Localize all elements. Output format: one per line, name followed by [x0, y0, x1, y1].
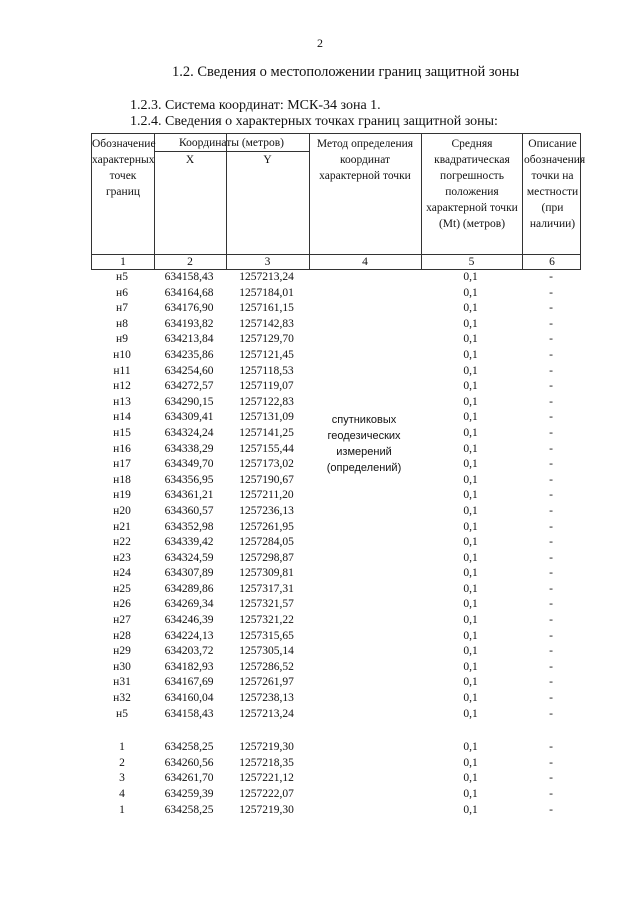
cell-description: -: [549, 504, 553, 517]
table-row: [91, 504, 581, 520]
cell-description: -: [549, 660, 553, 673]
table-header: [91, 133, 586, 254]
cell-accuracy: 0,1: [463, 788, 478, 800]
cell-coord-x: 634338,29: [164, 442, 214, 455]
cell-description: -: [549, 458, 553, 471]
table-row: [91, 740, 581, 756]
cell-coord-x: 634258,25: [164, 741, 214, 754]
cell-coord-x: 634158,43: [164, 271, 214, 283]
cell-coord-y: 1257261,97: [239, 676, 294, 689]
cell-coord-y: 1257131,09: [239, 411, 294, 424]
col-number-3: 3: [264, 256, 271, 268]
cell-accuracy: 0,1: [463, 629, 478, 642]
cell-point-id: н5: [116, 271, 128, 283]
coordinate-system-line: 1.2.3. Система координат: МСК-34 зона 1.: [130, 98, 381, 113]
cell-description: -: [549, 380, 553, 393]
cell-coord-y: 1257238,13: [239, 692, 294, 705]
cell-point-id: н25: [113, 582, 131, 595]
cell-description: -: [549, 489, 553, 502]
cell-description: -: [549, 426, 553, 439]
cell-point-id: н6: [116, 286, 128, 299]
cell-accuracy: 0,1: [463, 645, 478, 658]
cell-description: -: [549, 692, 553, 705]
cell-point-id: н13: [113, 395, 131, 408]
cell-coord-y: 1257236,13: [239, 504, 294, 517]
cell-accuracy: 0,1: [463, 676, 478, 689]
cell-description: -: [549, 756, 553, 769]
col-number-2: 2: [187, 256, 193, 268]
cell-description: -: [549, 395, 553, 408]
cell-coord-y: 1257321,57: [239, 598, 294, 611]
table-row: [91, 644, 581, 660]
header-y: Y: [263, 154, 272, 166]
cell-description: -: [549, 614, 553, 627]
points-info-line: 1.2.4. Сведения о характерных точках границ защитной зоны:: [130, 114, 498, 129]
cell-coord-x: 634164,68: [164, 286, 214, 299]
cell-coord-y: 1257213,24: [239, 707, 294, 720]
cell-point-id: н10: [113, 348, 131, 361]
cell-coord-y: 1257315,65: [239, 629, 294, 642]
cell-coord-y: 1257213,24: [239, 271, 294, 283]
cell-coord-x: 634259,39: [164, 788, 214, 800]
cell-description: -: [549, 598, 553, 611]
cell-description: -: [549, 629, 553, 642]
cell-coord-y: 1257121,45: [239, 348, 294, 361]
cell-coord-y: 1257284,05: [239, 536, 294, 549]
cell-description: -: [549, 520, 553, 533]
cell-accuracy: 0,1: [463, 317, 478, 330]
cell-point-id: н28: [113, 629, 131, 642]
cell-coord-x: 634349,70: [164, 458, 214, 471]
cell-point-id: н19: [113, 489, 131, 502]
table-row: [91, 395, 581, 411]
cell-coord-x: 634260,56: [164, 756, 214, 769]
table-row: [91, 691, 581, 707]
cell-point-id: н11: [113, 364, 131, 377]
cell-coord-x: 634290,15: [164, 395, 214, 408]
cell-accuracy: 0,1: [463, 426, 478, 439]
cell-point-id: 3: [119, 772, 125, 785]
cell-accuracy: 0,1: [463, 380, 478, 393]
table-row: [91, 317, 581, 333]
cell-point-id: н22: [113, 536, 131, 549]
cell-point-id: н29: [113, 645, 131, 658]
cell-coord-x: 634246,39: [164, 614, 214, 627]
table-body: [91, 270, 581, 818]
cell-accuracy: 0,1: [463, 741, 478, 754]
cell-coord-y: 1257161,15: [239, 302, 294, 315]
cell-point-id: н27: [113, 614, 131, 627]
table-row: [91, 675, 581, 691]
table-row: [91, 566, 581, 582]
cell-description: -: [549, 442, 553, 455]
cell-coord-x: 634352,98: [164, 520, 214, 533]
cell-description: -: [549, 333, 553, 346]
cell-accuracy: 0,1: [463, 442, 478, 455]
cell-description: -: [549, 676, 553, 689]
header-method: Метод определения координат характерной точки: [316, 138, 414, 182]
table-row: [91, 582, 581, 598]
cell-coord-x: 634235,86: [164, 348, 214, 361]
col-number-6: 6: [549, 256, 555, 268]
cell-point-id: н30: [113, 660, 131, 673]
cell-coord-x: 634272,57: [164, 380, 214, 393]
cell-coord-x: 634160,04: [164, 692, 214, 705]
cell-accuracy: 0,1: [463, 598, 478, 611]
cell-coord-y: 1257219,30: [239, 803, 294, 816]
cell-coord-y: 1257190,67: [239, 473, 294, 486]
cell-description: -: [549, 348, 553, 361]
header-accuracy: Средняя квадратическая погрешность положения характерной точки (Mt) (метров): [426, 138, 518, 230]
cell-description: -: [549, 536, 553, 549]
cell-coord-y: 1257298,87: [239, 551, 294, 564]
table-row: [91, 488, 581, 504]
table-row: [91, 379, 581, 395]
cell-description: -: [549, 772, 553, 785]
point-group-outer: [91, 270, 581, 722]
table-row: [91, 613, 581, 629]
cell-coord-x: 634261,70: [164, 772, 214, 785]
cell-coord-x: 634213,84: [164, 333, 214, 346]
table-row: [91, 597, 581, 613]
cell-coord-x: 634361,21: [164, 489, 214, 502]
cell-coord-x: 634254,60: [164, 364, 214, 377]
cell-coord-x: 634339,42: [164, 536, 214, 549]
header-x: X: [185, 154, 195, 166]
cell-coord-x: 634193,82: [164, 317, 214, 330]
table-row: [91, 629, 581, 645]
cell-coord-x: 634269,34: [164, 598, 214, 611]
cell-coord-x: 634203,72: [164, 645, 214, 658]
cell-point-id: н17: [113, 458, 131, 471]
cell-accuracy: 0,1: [463, 614, 478, 627]
cell-point-id: н5: [116, 707, 128, 720]
cell-accuracy: 0,1: [463, 756, 478, 769]
cell-point-id: н12: [113, 380, 131, 393]
cell-accuracy: 0,1: [463, 520, 478, 533]
cell-coord-x: 634309,41: [164, 411, 214, 424]
cell-coord-y: 1257184,01: [239, 286, 294, 299]
cell-coord-x: 634289,86: [164, 582, 214, 595]
cell-point-id: н20: [113, 504, 131, 517]
cell-point-id: 1: [119, 741, 125, 754]
cell-accuracy: 0,1: [463, 551, 478, 564]
cell-coord-x: 634224,13: [164, 629, 214, 642]
cell-accuracy: 0,1: [463, 772, 478, 785]
cell-point-id: н23: [113, 551, 131, 564]
cell-description: -: [549, 364, 553, 377]
cell-point-id: н24: [113, 567, 131, 580]
cell-coord-y: 1257141,25: [239, 426, 294, 439]
cell-accuracy: 0,1: [463, 692, 478, 705]
cell-coord-y: 1257321,22: [239, 614, 294, 627]
cell-coord-x: 634324,24: [164, 426, 214, 439]
cell-point-id: 2: [119, 756, 125, 769]
cell-point-id: н31: [113, 676, 131, 689]
cell-description: -: [549, 788, 553, 800]
cell-accuracy: 0,1: [463, 582, 478, 595]
cell-coord-x: 634258,25: [164, 803, 214, 816]
col-number-1: 1: [120, 256, 126, 268]
point-group-inner: [91, 740, 581, 818]
cell-accuracy: 0,1: [463, 660, 478, 673]
col-number-4: 4: [362, 256, 368, 268]
cell-point-id: н32: [113, 692, 131, 705]
cell-point-id: н9: [116, 333, 128, 346]
cell-point-id: 4: [119, 788, 125, 800]
cell-point-id: н16: [113, 442, 131, 455]
cell-coord-y: 1257309,81: [239, 567, 294, 580]
cell-coord-y: 1257219,30: [239, 741, 294, 754]
cell-description: -: [549, 411, 553, 424]
cell-coord-y: 1257119,07: [239, 380, 294, 393]
cell-accuracy: 0,1: [463, 395, 478, 408]
cell-accuracy: 0,1: [463, 271, 478, 283]
cell-coord-y: 1257118,53: [239, 364, 294, 377]
table-row: [91, 707, 581, 723]
cell-coord-y: 1257261,95: [239, 520, 294, 533]
column-numbers-row: [91, 254, 581, 270]
table-row: [91, 787, 581, 803]
table-row: [91, 348, 581, 364]
page-number: 2: [317, 36, 323, 50]
col-number-5: 5: [468, 256, 475, 268]
cell-coord-y: 1257286,52: [239, 660, 294, 673]
cell-accuracy: 0,1: [463, 567, 478, 580]
section-title: 1.2. Сведения о местоположении границ защитной зоны: [172, 64, 520, 80]
cell-coord-x: 634176,90: [164, 302, 214, 315]
cell-description: -: [549, 551, 553, 564]
cell-coord-x: 634324,59: [164, 551, 214, 564]
cell-point-id: н21: [113, 520, 131, 533]
cell-coord-y: 1257142,83: [239, 317, 294, 330]
cell-description: -: [549, 803, 553, 816]
table-row: [91, 301, 581, 317]
cell-coord-x: 634182,93: [164, 660, 214, 673]
cell-accuracy: 0,1: [463, 411, 478, 424]
cell-accuracy: 0,1: [463, 333, 478, 346]
cell-coord-y: 1257221,12: [239, 772, 294, 785]
table-row: [91, 520, 581, 536]
cell-description: -: [549, 271, 553, 283]
cell-point-id: н15: [113, 426, 131, 439]
cell-accuracy: 0,1: [463, 489, 478, 502]
cell-description: -: [549, 286, 553, 299]
header-description: Описание обозначения точки на местности (при наличии): [524, 138, 586, 230]
table-row: [91, 551, 581, 567]
cell-point-id: н26: [113, 598, 131, 611]
cell-coord-x: 634360,57: [164, 504, 214, 517]
cell-description: -: [549, 567, 553, 580]
table-row: [91, 286, 581, 302]
cell-coord-y: 1257155,44: [239, 442, 294, 455]
cell-coord-y: 1257173,02: [239, 458, 294, 471]
cell-description: -: [549, 707, 553, 720]
cell-accuracy: 0,1: [463, 504, 478, 517]
table-row: [91, 756, 581, 772]
cell-accuracy: 0,1: [463, 473, 478, 486]
header-designation: Обозначение характерных точек границ: [92, 138, 156, 198]
cell-description: -: [549, 473, 553, 486]
cell-point-id: н7: [116, 302, 128, 315]
table-row: [91, 771, 581, 787]
cell-description: -: [549, 645, 553, 658]
table-row: [91, 535, 581, 551]
table-row: [91, 660, 581, 676]
cell-accuracy: 0,1: [463, 348, 478, 361]
cell-accuracy: 0,1: [463, 707, 478, 720]
cell-point-id: н18: [113, 473, 131, 486]
cell-description: -: [549, 741, 553, 754]
cell-coord-x: 634307,89: [164, 567, 214, 580]
header-coords: Координаты (метров): [179, 137, 284, 149]
cell-coord-y: 1257222,07: [239, 788, 294, 800]
cell-coord-y: 1257317,31: [239, 582, 294, 595]
cell-description: -: [549, 302, 553, 315]
cell-coord-y: 1257122,83: [239, 395, 294, 408]
cell-accuracy: 0,1: [463, 458, 478, 471]
cell-coord-x: 634167,69: [164, 676, 214, 689]
cell-accuracy: 0,1: [463, 536, 478, 549]
cell-description: -: [549, 582, 553, 595]
cell-description: -: [549, 317, 553, 330]
cell-coord-x: 634356,95: [164, 473, 214, 486]
boundary-points-table: [91, 133, 586, 818]
method-cell: спутниковых геодезических измерений (определений): [326, 414, 402, 474]
table-row: [91, 803, 581, 819]
cell-coord-y: 1257129,70: [239, 333, 294, 346]
cell-coord-x: 634158,43: [164, 707, 214, 720]
cell-point-id: 1: [119, 803, 125, 816]
cell-coord-y: 1257218,35: [239, 756, 294, 769]
cell-accuracy: 0,1: [463, 803, 478, 816]
cell-point-id: н8: [116, 317, 128, 330]
cell-accuracy: 0,1: [463, 286, 478, 299]
table-row: [91, 332, 581, 348]
table-row: [91, 270, 581, 286]
cell-coord-y: 1257305,14: [239, 645, 294, 658]
table-row: [91, 364, 581, 380]
cell-accuracy: 0,1: [463, 302, 478, 315]
cell-accuracy: 0,1: [463, 364, 478, 377]
cell-point-id: н14: [113, 411, 131, 424]
cell-coord-y: 1257211,20: [239, 489, 294, 502]
